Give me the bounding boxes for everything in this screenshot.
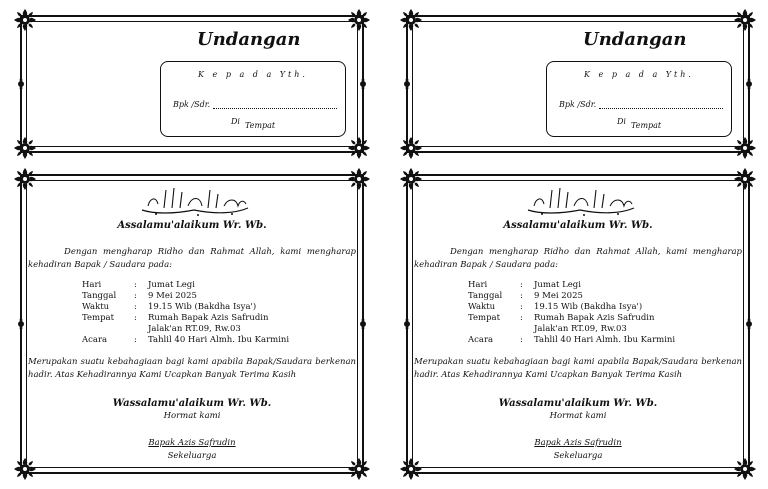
floral-side-icon [356, 77, 370, 91]
detail-value: Jalak'an RT.09, Rw.03 [148, 324, 241, 334]
invitation-right [386, 0, 768, 489]
detail-colon: : [520, 291, 523, 301]
floral-corner-icon [13, 167, 37, 191]
detail-label: Tanggal [82, 291, 117, 301]
detail-colon: : [520, 313, 523, 323]
detail-value: Tahlil 40 Hari Almh. Ibu Karmini [148, 335, 290, 345]
to-label: K e p a d a Yth. [584, 70, 694, 79]
detail-label: Waktu [468, 302, 496, 312]
detail-colon: : [520, 335, 523, 345]
recipient-label: Bpk /Sdr. [559, 100, 597, 109]
detail-label: Hari [468, 280, 488, 290]
bismillah-calligraphy-icon [520, 184, 640, 218]
host-name: Bapak Azis Safrudin [148, 438, 236, 448]
detail-value: Rumah Bapak Azis Safrudin [148, 313, 269, 323]
detail-label: Acara [468, 335, 494, 345]
detail-label: Hari [82, 280, 102, 290]
cover-title: Undangan [583, 29, 687, 50]
floral-corner-icon [347, 136, 371, 160]
detail-value: Jumat Legi [148, 280, 195, 290]
detail-value: 19.15 Wib (Bakdha Isya') [534, 302, 643, 312]
detail-value: 9 Mei 2025 [148, 291, 197, 301]
floral-corner-icon [399, 8, 423, 32]
floral-side-icon [742, 317, 756, 331]
cover-card [20, 15, 364, 153]
di-label: Di [231, 117, 240, 126]
bismillah-calligraphy-icon [134, 184, 254, 218]
invitation-card [20, 174, 364, 474]
detail-colon: : [134, 302, 137, 312]
floral-side-icon [14, 317, 28, 331]
detail-label: Tempat [82, 313, 115, 323]
floral-side-icon [14, 77, 28, 91]
recipient-line [213, 108, 337, 109]
detail-colon: : [134, 335, 137, 345]
invitation-card [406, 174, 750, 474]
floral-side-icon [356, 317, 370, 331]
host-name: Bapak Azis Safrudin [534, 438, 622, 448]
detail-label: Tempat [468, 313, 501, 323]
greeting: Assalamu'alaikum Wr. Wb. [117, 220, 267, 231]
di-label: Di [617, 117, 626, 126]
detail-label: Tanggal [468, 291, 503, 301]
closing-text: Merupakan suatu kebahagiaan bagi kami apabila Bapak/Saudara berkenan hadir. Atas Kehadirannya Kami Ucapkan Banyak Terima Kasih [28, 357, 356, 380]
greeting: Assalamu'alaikum Wr. Wb. [503, 220, 653, 231]
floral-side-icon [400, 77, 414, 91]
floral-side-icon [742, 77, 756, 91]
floral-corner-icon [733, 8, 757, 32]
detail-colon: : [134, 291, 137, 301]
address-box [160, 61, 346, 137]
floral-corner-icon [13, 136, 37, 160]
floral-side-icon [400, 317, 414, 331]
floral-corner-icon [399, 136, 423, 160]
floral-corner-icon [347, 167, 371, 191]
floral-corner-icon [733, 167, 757, 191]
cover-card [406, 15, 750, 153]
detail-value: Jumat Legi [534, 280, 581, 290]
cover-title: Undangan [197, 29, 301, 50]
detail-colon: : [134, 280, 137, 290]
detail-colon: : [134, 313, 137, 323]
address-box [546, 61, 732, 137]
place-label: Tempat [631, 121, 662, 130]
to-label: K e p a d a Yth. [198, 70, 308, 79]
host-family: Sekeluarga [167, 451, 217, 461]
farewell: Wassalamu'alaikum Wr. Wb. [498, 398, 658, 409]
host-family: Sekeluarga [553, 451, 603, 461]
place-label: Tempat [245, 121, 276, 130]
detail-label: Acara [82, 335, 108, 345]
detail-colon: : [520, 280, 523, 290]
detail-value: Rumah Bapak Azis Safrudin [534, 313, 655, 323]
detail-value: 9 Mei 2025 [534, 291, 583, 301]
detail-value: Jalak'an RT.09, Rw.03 [534, 324, 627, 334]
intro-text: Dengan mengharap Ridho dan Rahmat Allah, kami mengharap kehadiran Bapak / Saudara pada: [28, 247, 356, 270]
floral-corner-icon [399, 167, 423, 191]
detail-label: Waktu [82, 302, 110, 312]
recipient-line [599, 108, 723, 109]
respect-text: Hormat kami [163, 411, 221, 421]
closing-text: Merupakan suatu kebahagiaan bagi kami apabila Bapak/Saudara berkenan hadir. Atas Kehadirannya Kami Ucapkan Banyak Terima Kasih [414, 357, 742, 380]
floral-corner-icon [13, 8, 37, 32]
recipient-label: Bpk /Sdr. [173, 100, 211, 109]
intro-text: Dengan mengharap Ridho dan Rahmat Allah, kami mengharap kehadiran Bapak / Saudara pada: [414, 247, 742, 270]
detail-value: Tahlil 40 Hari Almh. Ibu Karmini [534, 335, 676, 345]
respect-text: Hormat kami [549, 411, 607, 421]
detail-value: 19.15 Wib (Bakdha Isya') [148, 302, 257, 312]
farewell: Wassalamu'alaikum Wr. Wb. [112, 398, 272, 409]
floral-corner-icon [733, 136, 757, 160]
floral-corner-icon [347, 8, 371, 32]
detail-colon: : [520, 302, 523, 312]
